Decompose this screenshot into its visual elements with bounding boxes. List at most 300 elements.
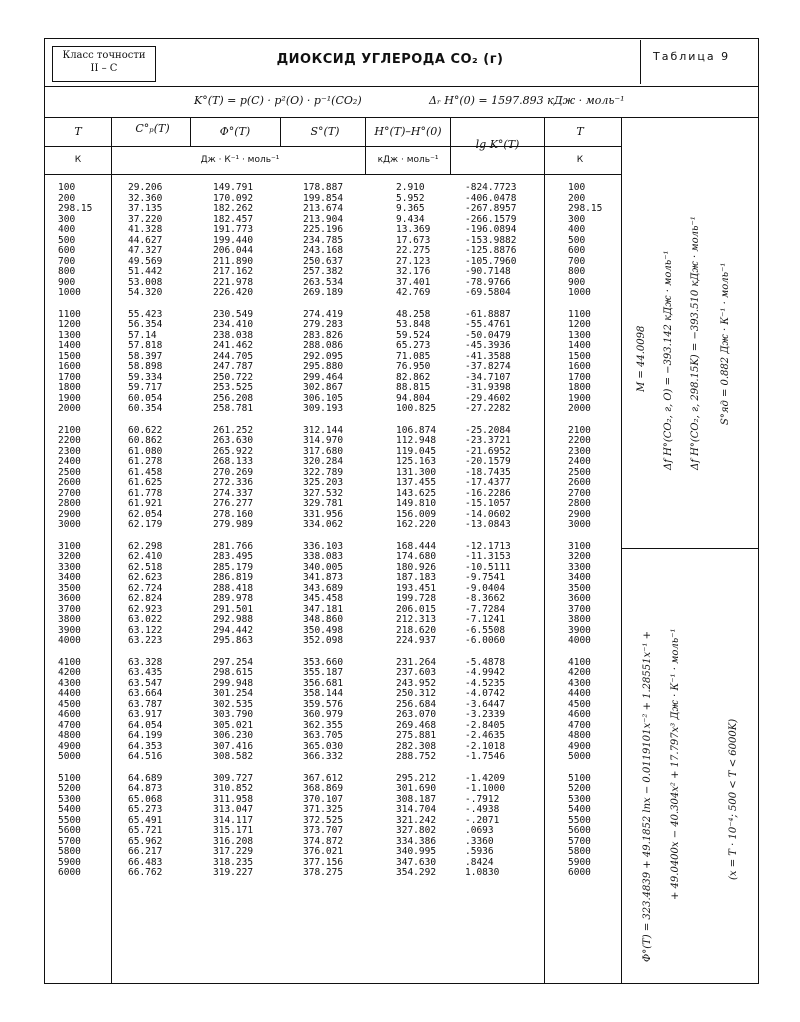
cell-s: 348.860 xyxy=(303,614,344,625)
cell-h: 168.444 xyxy=(396,540,437,552)
cell-phi: 291.501 xyxy=(213,603,254,615)
cell-phi: 285.179 xyxy=(213,561,254,573)
cell-t2: 4600 xyxy=(568,709,591,720)
cell-cp: 63.547 xyxy=(128,677,163,689)
cell-phi: 253.525 xyxy=(213,382,254,393)
cell-lgk: -1.1000 xyxy=(465,783,506,794)
cell-phi: 295.863 xyxy=(213,635,254,646)
cell-t2: 1800 xyxy=(568,382,591,393)
unit-k: К xyxy=(74,155,82,165)
cell-cp: 61.080 xyxy=(128,445,163,457)
cell-t: 300 xyxy=(58,213,76,225)
cell-t: 4400 xyxy=(58,688,81,699)
cell-t: 600 xyxy=(58,245,76,256)
cell-t: 5600 xyxy=(58,825,81,836)
cell-t2: 3900 xyxy=(568,624,591,636)
cell-h: 42.769 xyxy=(396,287,431,298)
cell-lgk: -8.3662 xyxy=(465,593,506,604)
cell-s: 199.854 xyxy=(303,192,344,204)
cell-phi: 261.252 xyxy=(213,424,254,436)
cell-phi: 283.495 xyxy=(213,551,254,562)
cell-t2: 1900 xyxy=(568,392,591,404)
col-separator xyxy=(544,117,545,984)
cell-t: 1800 xyxy=(58,382,81,393)
cell-t2: 900 xyxy=(568,276,586,288)
cell-h: 13.369 xyxy=(396,224,431,235)
col-separator xyxy=(190,117,191,146)
cell-t2: 1000 xyxy=(568,287,591,298)
cell-h: 143.625 xyxy=(396,487,437,499)
cell-t2: 1700 xyxy=(568,371,591,383)
cell-lgk: -12.1713 xyxy=(465,540,511,552)
col-separator xyxy=(365,117,366,174)
cell-t: 3900 xyxy=(58,624,81,636)
cell-cp: 44.627 xyxy=(128,234,163,246)
col-separator xyxy=(621,117,622,984)
cell-t2: 100 xyxy=(568,182,586,193)
cell-h: 269.468 xyxy=(396,719,437,731)
cell-s: 312.144 xyxy=(303,424,344,436)
cell-h: 206.015 xyxy=(396,603,437,615)
cell-cp: 62.298 xyxy=(128,540,163,552)
cell-lgk: -34.7107 xyxy=(465,371,511,383)
cell-s: 295.880 xyxy=(303,361,344,372)
cell-cp: 60.054 xyxy=(128,392,163,404)
cell-s: 343.689 xyxy=(303,582,344,594)
cell-t2: 6000 xyxy=(568,867,591,878)
cell-h: 65.273 xyxy=(396,340,431,351)
cell-s: 299.464 xyxy=(303,371,344,383)
cell-t: 5400 xyxy=(58,804,81,815)
cell-s: 368.869 xyxy=(303,783,344,794)
cell-h: 288.752 xyxy=(396,751,437,762)
cell-s: 373.707 xyxy=(303,825,344,836)
cell-h: 347.630 xyxy=(396,856,437,868)
cell-lgk: .0693 xyxy=(465,825,494,836)
cell-s: 352.098 xyxy=(303,635,344,646)
cell-cp: 65.962 xyxy=(128,835,163,847)
cell-h: 76.950 xyxy=(396,361,431,372)
cell-cp: 63.328 xyxy=(128,656,163,668)
cell-s: 283.826 xyxy=(303,329,344,341)
cell-t: 2100 xyxy=(58,424,81,436)
cell-phi: 217.162 xyxy=(213,266,254,277)
cell-phi: 238.038 xyxy=(213,329,254,341)
cell-s: 370.107 xyxy=(303,793,344,805)
cell-t2: 200 xyxy=(568,192,586,204)
cell-phi: 206.044 xyxy=(213,245,254,256)
cell-t2: 4200 xyxy=(568,667,591,678)
cell-t: 800 xyxy=(58,266,76,277)
cell-t: 2700 xyxy=(58,487,81,499)
cell-phi: 250.722 xyxy=(213,371,254,383)
cell-t: 6000 xyxy=(58,867,81,878)
cell-cp: 63.917 xyxy=(128,709,163,720)
cell-phi: 302.535 xyxy=(213,698,254,710)
cell-lgk: -11.3153 xyxy=(465,551,511,562)
cell-h: 250.312 xyxy=(396,688,437,699)
cell-cp: 63.223 xyxy=(128,635,163,646)
cell-lgk: -15.1057 xyxy=(465,498,511,509)
cell-t: 400 xyxy=(58,224,76,235)
cell-t: 1400 xyxy=(58,340,81,351)
cell-t: 2400 xyxy=(58,456,81,467)
page-title: ДИОКСИД УГЛЕРОДА CO₂ (г) xyxy=(276,52,504,67)
cell-cp: 60.622 xyxy=(128,424,163,436)
cell-t2: 3200 xyxy=(568,551,591,562)
cell-s: 358.144 xyxy=(303,688,344,699)
cell-h: 314.704 xyxy=(396,804,437,815)
cell-t: 2500 xyxy=(58,466,81,478)
cell-h: 282.308 xyxy=(396,740,437,752)
cell-phi: 310.852 xyxy=(213,783,254,794)
header-h: H°(T)–H°(0) xyxy=(374,125,442,138)
cell-phi: 294.442 xyxy=(213,624,254,636)
cell-phi: 315.171 xyxy=(213,825,254,836)
cell-cp: 63.664 xyxy=(128,688,163,699)
cell-phi: 316.208 xyxy=(213,835,254,847)
cell-lgk: .5936 xyxy=(465,846,494,857)
cell-phi: 149.791 xyxy=(213,182,254,193)
cell-t2: 5700 xyxy=(568,835,591,847)
cell-lgk: -153.9882 xyxy=(465,234,517,246)
cell-t: 5200 xyxy=(58,783,81,794)
cell-s: 329.781 xyxy=(303,498,344,509)
cell-phi: 230.549 xyxy=(213,308,254,320)
cell-s: 345.458 xyxy=(303,593,344,604)
cell-cp: 54.320 xyxy=(128,287,163,298)
cell-phi: 305.021 xyxy=(213,719,254,731)
cell-t: 5700 xyxy=(58,835,81,847)
cell-h: 174.680 xyxy=(396,551,437,562)
cell-h: 162.220 xyxy=(396,519,437,530)
cell-t2: 4800 xyxy=(568,730,591,741)
cell-t2: 4400 xyxy=(568,688,591,699)
cell-h: 295.212 xyxy=(396,772,437,784)
cell-t2: 5100 xyxy=(568,772,591,784)
cell-h: 94.804 xyxy=(396,392,431,404)
cell-phi: 299.948 xyxy=(213,677,254,689)
cell-t2: 2200 xyxy=(568,435,591,446)
equilibrium-constant: K°(T) = p(C) · p²(O) · p⁻¹(CO₂) xyxy=(194,94,362,107)
cell-cp: 59.717 xyxy=(128,382,163,393)
cell-h: 119.045 xyxy=(396,445,437,457)
cell-phi: 314.117 xyxy=(213,814,254,826)
cell-lgk: -10.5111 xyxy=(465,561,511,573)
cell-t: 4000 xyxy=(58,635,81,646)
cell-t: 1000 xyxy=(58,287,81,298)
cell-cp: 63.122 xyxy=(128,624,163,636)
cell-cp: 59.334 xyxy=(128,371,163,383)
cell-t2: 4100 xyxy=(568,656,591,668)
cell-phi: 292.988 xyxy=(213,614,254,625)
cell-cp: 64.516 xyxy=(128,751,163,762)
cell-cp: 51.442 xyxy=(128,266,163,277)
cell-t: 1600 xyxy=(58,361,81,372)
cell-s: 322.789 xyxy=(303,466,344,478)
cell-cp: 62.410 xyxy=(128,551,163,562)
cell-h: 263.070 xyxy=(396,709,437,720)
phi-range: (x = T · 10⁻⁴; 500 < T < 6000K) xyxy=(728,718,739,880)
cell-phi: 270.269 xyxy=(213,466,254,478)
cell-cp: 62.724 xyxy=(128,582,163,594)
cell-s: 355.187 xyxy=(303,667,344,678)
cell-cp: 65.721 xyxy=(128,825,163,836)
cell-t: 900 xyxy=(58,276,76,288)
cell-phi: 244.705 xyxy=(213,350,254,362)
cell-t2: 2100 xyxy=(568,424,591,436)
cell-cp: 56.354 xyxy=(128,319,163,330)
cell-s: 362.355 xyxy=(303,719,344,731)
cell-t2: 1100 xyxy=(568,308,591,320)
cell-h: 17.673 xyxy=(396,234,431,246)
cell-lgk: -29.4602 xyxy=(465,392,511,404)
cell-s: 274.419 xyxy=(303,308,344,320)
cell-t: 700 xyxy=(58,255,76,267)
cell-lgk: -824.7723 xyxy=(465,182,517,193)
cell-t2: 800 xyxy=(568,266,586,277)
cell-cp: 41.328 xyxy=(128,224,163,235)
cell-h: 275.881 xyxy=(396,730,437,741)
cell-cp: 37.220 xyxy=(128,213,163,225)
cell-lgk: -6.0060 xyxy=(465,635,506,646)
cell-cp: 37.135 xyxy=(128,203,163,214)
cell-t2: 300 xyxy=(568,213,586,225)
cell-h: 308.187 xyxy=(396,793,437,805)
cell-cp: 62.054 xyxy=(128,508,163,520)
cell-h: 187.183 xyxy=(396,572,437,583)
cell-s: 377.156 xyxy=(303,856,344,868)
cell-s: 367.612 xyxy=(303,772,344,784)
cell-phi: 319.227 xyxy=(213,867,254,878)
cell-lgk: -27.2282 xyxy=(465,403,511,414)
cell-h: 9.365 xyxy=(396,203,425,214)
cell-s: 320.284 xyxy=(303,456,344,467)
cell-lgk: -266.1579 xyxy=(465,213,517,225)
cell-h: 53.848 xyxy=(396,319,431,330)
cell-h: 256.684 xyxy=(396,698,437,710)
cell-t2: 5300 xyxy=(568,793,591,805)
cell-phi: 281.766 xyxy=(213,540,254,552)
cell-cp: 63.022 xyxy=(128,614,163,625)
cell-h: 59.524 xyxy=(396,329,431,341)
cell-t: 100 xyxy=(58,182,76,193)
header-cp: C°ₚ(T) xyxy=(135,122,170,135)
cell-t2: 5200 xyxy=(568,783,591,794)
cell-t: 4300 xyxy=(58,677,81,689)
cell-t2: 1500 xyxy=(568,350,591,362)
cell-h: 243.952 xyxy=(396,677,437,689)
divider xyxy=(621,548,759,549)
unit-enthalpy: кДж · моль⁻¹ xyxy=(377,155,439,165)
cell-t: 2000 xyxy=(58,403,81,414)
cell-t: 5500 xyxy=(58,814,81,826)
cell-lgk: -3.2339 xyxy=(465,709,506,720)
cell-s: 371.325 xyxy=(303,804,344,815)
cell-phi: 241.462 xyxy=(213,340,254,351)
accuracy-class-box xyxy=(52,46,156,82)
cell-h: 231.264 xyxy=(396,656,437,668)
cell-cp: 66.762 xyxy=(128,867,163,878)
cell-t2: 700 xyxy=(568,255,586,267)
cell-h: 22.275 xyxy=(396,245,431,256)
cell-t: 3400 xyxy=(58,572,81,583)
cell-h: 149.810 xyxy=(396,498,437,509)
cell-t: 2200 xyxy=(58,435,81,446)
cell-s: 302.867 xyxy=(303,382,344,393)
divider xyxy=(44,174,621,175)
cell-t2: 2400 xyxy=(568,456,591,467)
cell-lgk: -17.4377 xyxy=(465,477,511,488)
cell-t: 4200 xyxy=(58,667,81,678)
cell-s: 356.681 xyxy=(303,677,344,689)
cell-s: 336.103 xyxy=(303,540,344,552)
cell-h: 137.455 xyxy=(396,477,437,488)
cell-h: 32.176 xyxy=(396,266,431,277)
cell-t: 5300 xyxy=(58,793,81,805)
cell-h: 88.815 xyxy=(396,382,431,393)
cell-cp: 55.423 xyxy=(128,308,163,320)
cell-cp: 61.778 xyxy=(128,487,163,499)
cell-lgk: -69.5804 xyxy=(465,287,511,298)
cell-lgk: -13.0843 xyxy=(465,519,511,530)
cell-phi: 318.235 xyxy=(213,856,254,868)
cell-s: 257.382 xyxy=(303,266,344,277)
cell-t: 3700 xyxy=(58,603,81,615)
equilibrium-row xyxy=(44,87,759,115)
cell-s: 314.970 xyxy=(303,435,344,446)
cell-cp: 60.354 xyxy=(128,403,163,414)
cell-t: 3000 xyxy=(58,519,81,530)
cell-phi: 306.230 xyxy=(213,730,254,741)
cell-h: 112.948 xyxy=(396,435,437,446)
cell-t: 3800 xyxy=(58,614,81,625)
cell-lgk: -31.9398 xyxy=(465,382,511,393)
cell-s: 250.637 xyxy=(303,255,344,267)
cell-t2: 3600 xyxy=(568,593,591,604)
cell-t: 4500 xyxy=(58,698,81,710)
cell-phi: 308.582 xyxy=(213,751,254,762)
cell-t: 5900 xyxy=(58,856,81,868)
cell-phi: 289.978 xyxy=(213,593,254,604)
cell-t: 3100 xyxy=(58,540,81,552)
cell-h: 106.874 xyxy=(396,424,437,436)
cell-phi: 191.773 xyxy=(213,224,254,235)
cell-t2: 4900 xyxy=(568,740,591,752)
cell-phi: 298.615 xyxy=(213,667,254,678)
cell-lgk: -90.7148 xyxy=(465,266,511,277)
cell-t2: 3000 xyxy=(568,519,591,530)
cell-lgk: -25.2084 xyxy=(465,424,511,436)
cell-cp: 58.397 xyxy=(128,350,163,362)
cell-t: 4900 xyxy=(58,740,81,752)
cell-lgk: -20.1579 xyxy=(465,456,511,467)
cell-cp: 61.625 xyxy=(128,477,163,488)
cell-phi: 272.336 xyxy=(213,477,254,488)
divider xyxy=(44,117,759,118)
cell-phi: 263.630 xyxy=(213,435,254,446)
col-separator xyxy=(111,117,112,984)
cell-cp: 58.898 xyxy=(128,361,163,372)
cell-lgk: -6.5508 xyxy=(465,624,506,636)
cell-t: 2800 xyxy=(58,498,81,509)
cell-t: 4800 xyxy=(58,730,81,741)
cell-lgk: -1.7546 xyxy=(465,751,506,762)
cell-s: 334.062 xyxy=(303,519,344,530)
cell-h: 301.690 xyxy=(396,783,437,794)
cell-cp: 62.518 xyxy=(128,561,163,573)
col-separator xyxy=(450,117,451,174)
header-t2: T xyxy=(576,125,584,138)
cell-cp: 62.179 xyxy=(128,519,163,530)
cell-t: 3500 xyxy=(58,582,81,594)
header-s: S°(T) xyxy=(310,125,340,138)
cell-cp: 61.278 xyxy=(128,456,163,467)
cell-lgk: -406.0478 xyxy=(465,192,517,204)
cell-s: 178.887 xyxy=(303,182,344,193)
cell-h: 199.728 xyxy=(396,593,437,604)
cell-t2: 5900 xyxy=(568,856,591,868)
cell-phi: 307.416 xyxy=(213,740,254,752)
table-number: Таблица 9 xyxy=(640,40,759,84)
cell-h: 193.451 xyxy=(396,582,437,594)
cell-cp: 63.435 xyxy=(128,667,163,678)
cell-h: 180.926 xyxy=(396,561,437,573)
cell-phi: 297.254 xyxy=(213,656,254,668)
cell-phi: 256.208 xyxy=(213,392,254,404)
cell-s: 225.196 xyxy=(303,224,344,235)
cell-phi: 226.420 xyxy=(213,287,254,298)
cell-t2: 1400 xyxy=(568,340,591,351)
accuracy-class-label: Класс точности xyxy=(62,50,146,61)
cell-h: 9.434 xyxy=(396,213,425,225)
cell-s: 327.532 xyxy=(303,487,344,499)
cell-phi: 258.781 xyxy=(213,403,254,414)
cell-s: 372.525 xyxy=(303,814,344,826)
reaction-enthalpy: Δᵣ H°(0) = 1597.893 кДж · моль⁻¹ xyxy=(429,94,625,107)
cell-h: 100.825 xyxy=(396,403,437,414)
cell-lgk: -2.4635 xyxy=(465,730,506,741)
cell-lgk: .8424 xyxy=(465,856,494,868)
cell-lgk: -78.9766 xyxy=(465,276,511,288)
cell-s: 263.534 xyxy=(303,276,344,288)
cell-t2: 1600 xyxy=(568,361,591,372)
cell-s: 325.203 xyxy=(303,477,344,488)
cell-s: 317.680 xyxy=(303,445,344,457)
cell-t: 2600 xyxy=(58,477,81,488)
cell-lgk: -55.4761 xyxy=(465,319,511,330)
cell-t: 3200 xyxy=(58,551,81,562)
cell-t2: 500 xyxy=(568,234,586,246)
cell-t: 1900 xyxy=(58,392,81,404)
cell-h: 321.242 xyxy=(396,814,437,826)
cell-cp: 32.360 xyxy=(128,192,163,204)
cell-s: 374.872 xyxy=(303,835,344,847)
cell-lgk: -.2071 xyxy=(465,814,500,826)
phi-formula-line1: Φ°(T) = 323.4839 + 49.1852 lnx − 0.0119101x⁻² + 1.28551x⁻¹ + xyxy=(642,631,653,962)
cell-s: 359.576 xyxy=(303,698,344,710)
cell-lgk: -267.8957 xyxy=(465,203,517,214)
cell-t2: 3100 xyxy=(568,540,591,552)
cell-s: 378.275 xyxy=(303,867,344,878)
cell-phi: 309.727 xyxy=(213,772,254,784)
cell-h: 71.085 xyxy=(396,350,431,362)
cell-s: 363.705 xyxy=(303,730,344,741)
cell-s: 347.181 xyxy=(303,603,344,615)
cell-cp: 64.873 xyxy=(128,783,163,794)
cell-cp: 53.008 xyxy=(128,276,163,288)
cell-cp: 64.689 xyxy=(128,772,163,784)
